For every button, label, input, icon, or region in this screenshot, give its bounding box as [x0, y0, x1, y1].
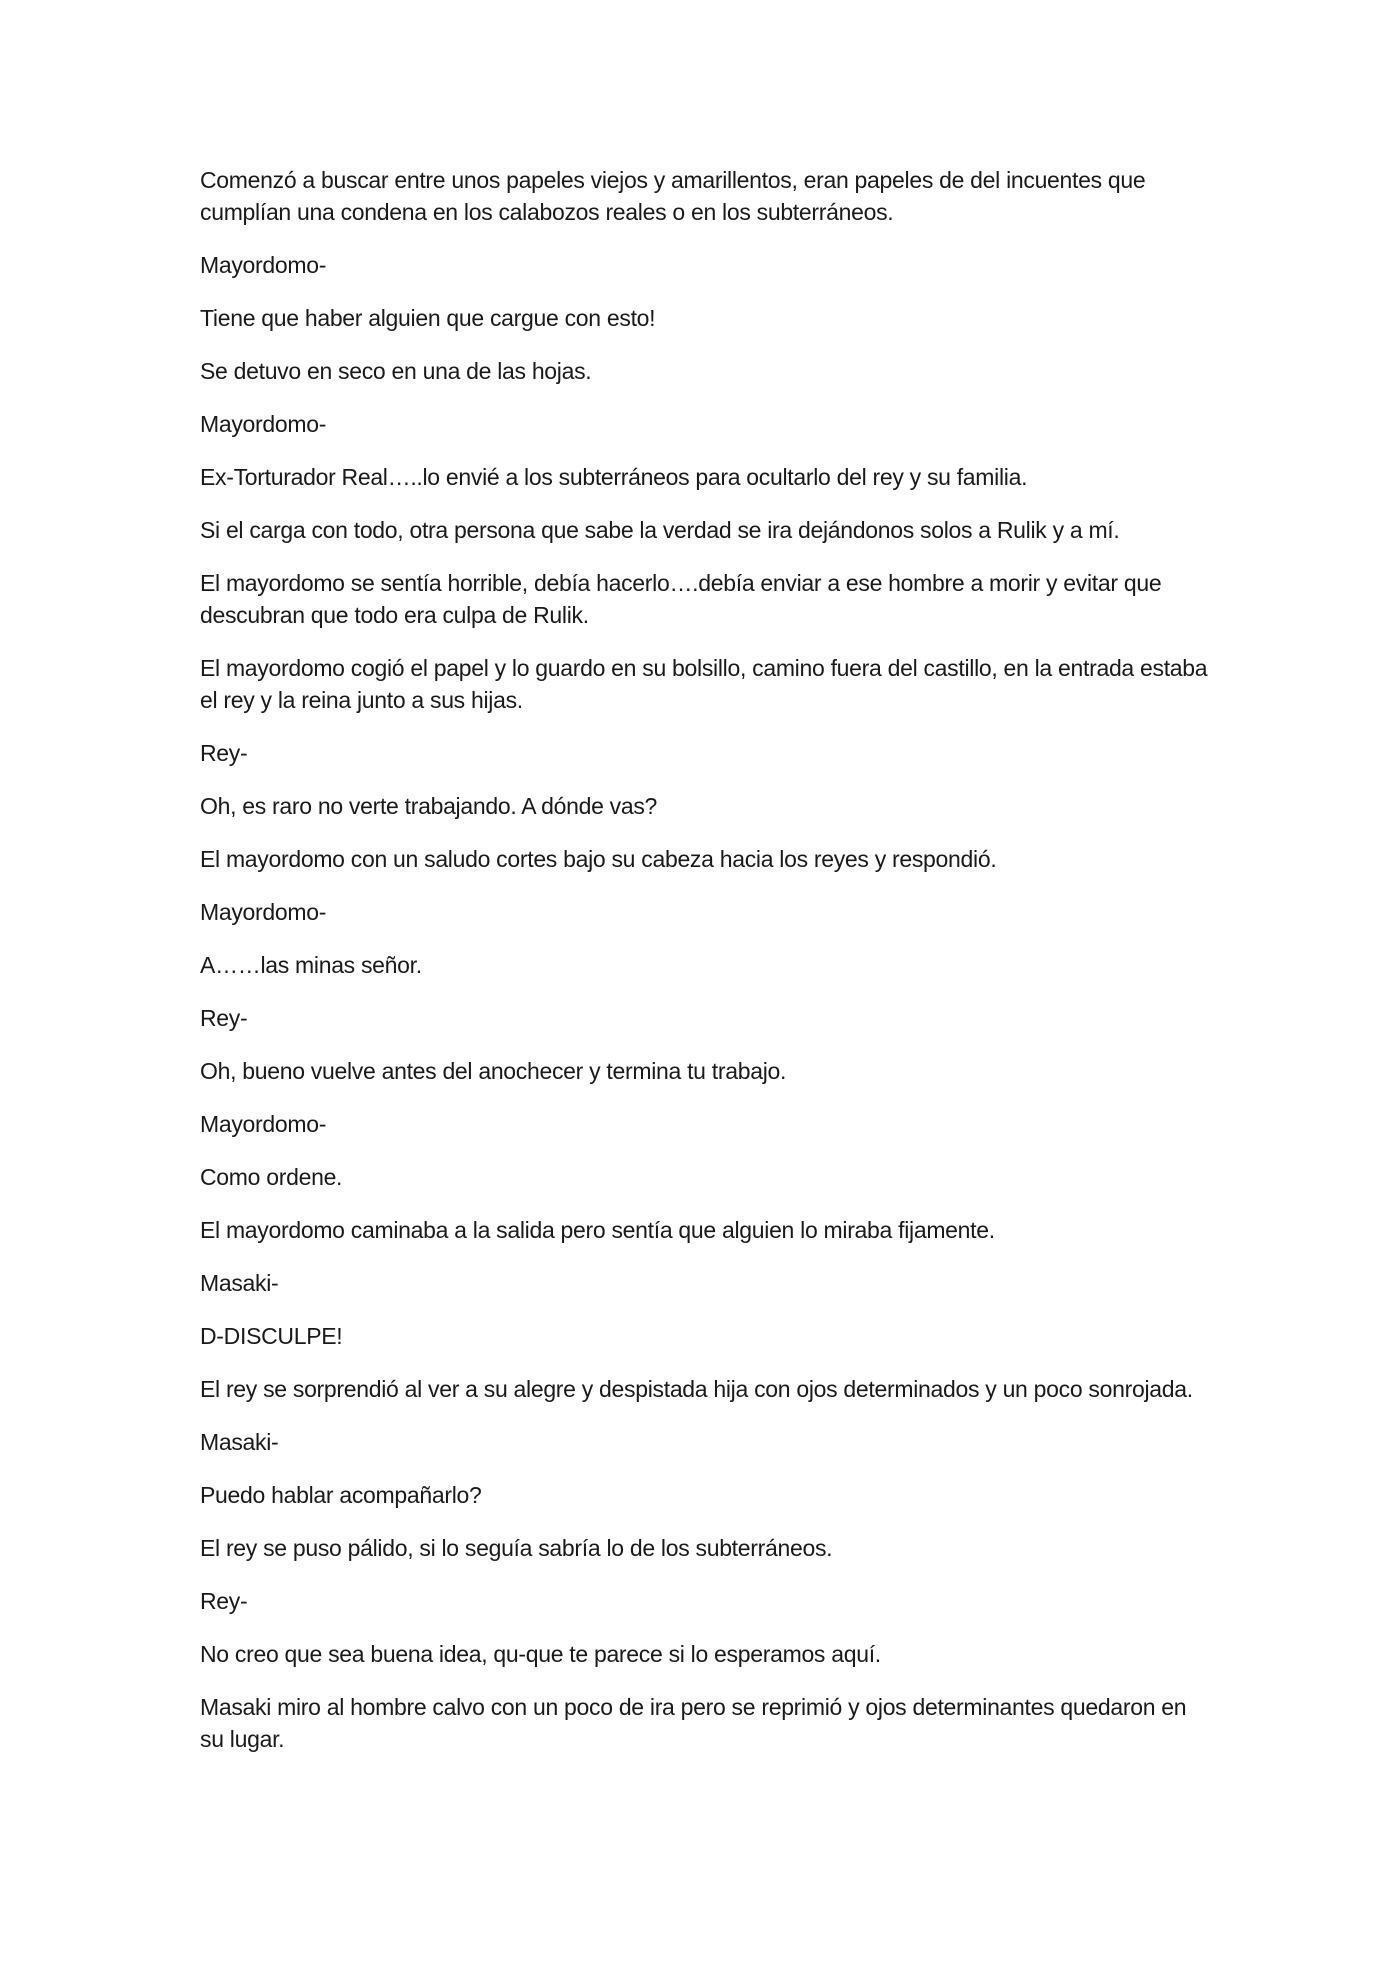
paragraph-narration: Comenzó a buscar entre unos papeles viejos y amarillentos, eran papeles de del incuentes que cumplían una condena en los calabozos reales o en los subterráneos.: [200, 167, 1146, 225]
paragraph-dialogue: Como ordene.: [200, 1164, 343, 1190]
paragraph-narration: El mayordomo se sentía horrible, debía hacerlo….debía enviar a ese hombre a morir y evitar que descubran que todo era culpa de Rulik.: [200, 570, 1162, 628]
paragraph-dialogue: A……las minas señor.: [200, 952, 422, 978]
paragraph-narration: El rey se sorprendió al ver a su alegre y despistada hija con ojos determinados y un poco sonrojada.: [200, 1376, 1193, 1402]
paragraph-narration: Masaki miro al hombre calvo con un poco de ira pero se reprimió y ojos determinantes quedaron en su lugar.: [200, 1694, 1187, 1752]
speaker-label: Rey-: [200, 1005, 248, 1031]
speaker-label: Rey-: [200, 1588, 248, 1614]
paragraph-dialogue: D-DISCULPE!: [200, 1323, 343, 1349]
speaker-label: Mayordomo-: [200, 252, 327, 278]
paragraph-narration: Se detuvo en seco en una de las hojas.: [200, 358, 592, 384]
paragraph-narration: El mayordomo caminaba a la salida pero sentía que alguien lo miraba fijamente.: [200, 1217, 995, 1243]
paragraph-dialogue: Puedo hablar acompañarlo?: [200, 1482, 482, 1508]
speaker-label: Masaki-: [200, 1270, 279, 1296]
paragraph-dialogue: Oh, bueno vuelve antes del anochecer y termina tu trabajo.: [200, 1058, 787, 1084]
paragraph-dialogue: No creo que sea buena idea, qu-que te parece si lo esperamos aquí.: [200, 1641, 881, 1667]
paragraph-dialogue: Si el carga con todo, otra persona que sabe la verdad se ira dejándonos solos a Rulik y a mí.: [200, 517, 1120, 543]
speaker-label: Masaki-: [200, 1429, 279, 1455]
paragraph-dialogue: Tiene que haber alguien que cargue con esto!: [200, 305, 656, 331]
paragraph-narration: El mayordomo cogió el papel y lo guardo en su bolsillo, camino fuera del castillo, en la entrada estaba el rey y la reina junto a sus hijas.: [200, 655, 1208, 713]
document-text-body: [200, 164, 1210, 1776]
paragraph-dialogue: Ex-Torturador Real…..lo envié a los subterráneos para ocultarlo del rey y su familia.: [200, 464, 1028, 490]
speaker-label: Mayordomo-: [200, 899, 327, 925]
paragraph-narration: El mayordomo con un saludo cortes bajo su cabeza hacia los reyes y respondió.: [200, 846, 997, 872]
speaker-label: Rey-: [200, 740, 248, 766]
paragraph-narration: El rey se puso pálido, si lo seguía sabría lo de los subterráneos.: [200, 1535, 833, 1561]
speaker-label: Mayordomo-: [200, 411, 327, 437]
paragraph-dialogue: Oh, es raro no verte trabajando. A dónde vas?: [200, 793, 658, 819]
speaker-label: Mayordomo-: [200, 1111, 327, 1137]
